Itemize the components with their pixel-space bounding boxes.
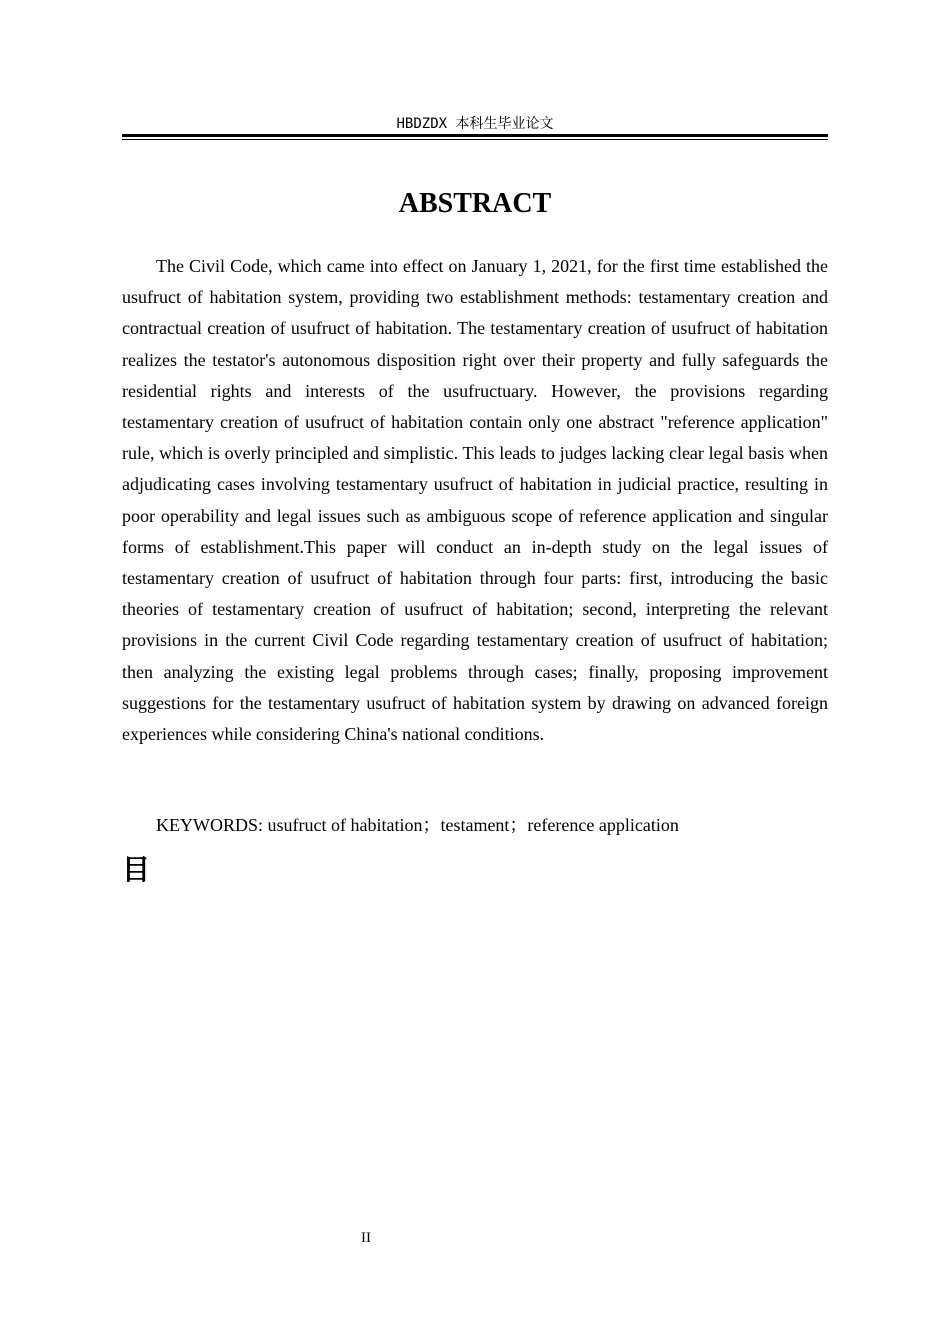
keywords-line: KEYWORDS: usufruct of habitation；testament；reference application [156, 815, 679, 835]
page-number: II [361, 1230, 371, 1246]
toc-heading: 目 [122, 853, 151, 886]
abstract-title: ABSTRACT [398, 188, 552, 219]
abstract-body: The Civil Code, which came into effect on January 1, 2021, for the first time established the usufruct of habitation system, providing two establishment methods: testamentary creation and contractual creation of usufruct of habitation. The testamentary creation of usufruct of habitation realizes the testator's autonomous disposition right over their property and fully safeguards the residential rights and interests of the usufructuary. However, the provisions regarding testamentary creation of usufruct of habitation contain only one abstract "reference application" rule, which is overly principled and simplistic. This leads to judges lacking clear legal basis when adjudicating cases involving testamentary usufruct of habitation in judicial practice, resulting in poor operability and legal issues such as ambiguous scope of reference application and singular forms of establishment.This paper will conduct an in-depth study on the legal issues of testamentary creation of usufruct of habitation through four parts: first, introducing the basic theories of testamentary creation of usufruct of habitation; second, interpreting the relevant provisions in the current Civil Code regarding testamentary creation of usufruct of habitation; then analyzing the existing legal problems through cases; finally, proposing improvement suggestions for the testamentary usufruct of habitation system by drawing on advanced foreign experiences while considering China's national conditions. [122, 256, 828, 745]
header-rule-thick [122, 134, 828, 137]
header-rule-thin [122, 139, 828, 140]
running-header: HBDZDX 本科生毕业论文 [396, 116, 554, 132]
